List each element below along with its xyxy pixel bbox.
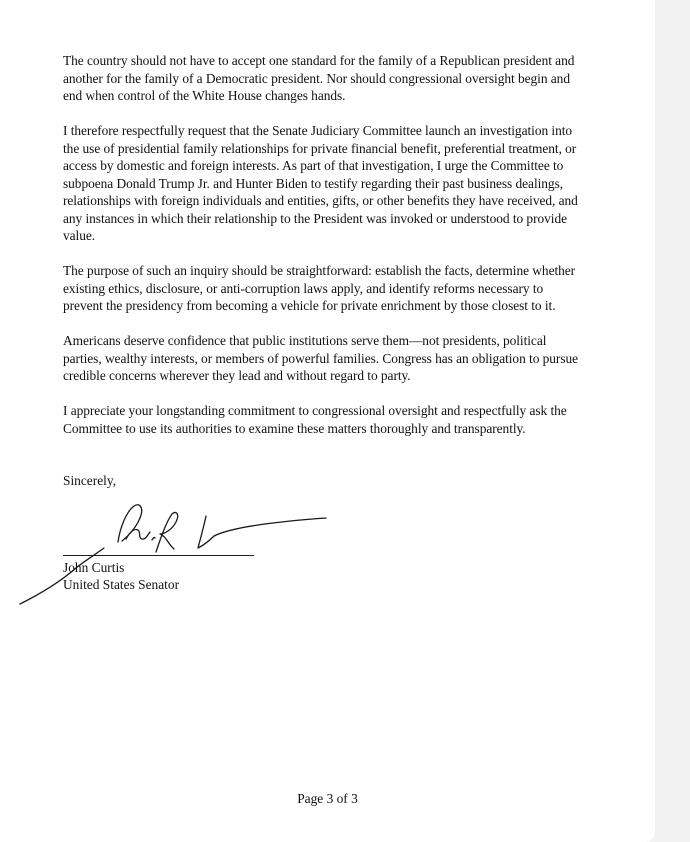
signer-title: United States Senator <box>63 577 180 592</box>
paragraph-investigation-request: I therefore respectfully request that the Senate Judiciary Committee launch an investigation into the use of presidential family relationships for private financial benefit, preferential treatment, or access by domestic and foreign interests. As part of that investigation, I urge the Committee to subpoena Donald Trump Jr. and Hunter Biden to testify regarding their past business dealings, relationships with foreign individuals and entities, gifts, or other benefits they have received, and any instances in which their relationship to the President was invoked or understood to provide value. <box>63 123 578 243</box>
paragraph-appreciation: I appreciate your longstanding commitment to congressional oversight and respectfully ask the Committee to use its authorities to examine these matters thoroughly and transparently. <box>63 403 567 436</box>
paragraph-family-standard: The country should not have to accept one standard for the family of a Republican president and another for the family of a Democratic president. Nor should congressional oversight begin and end when control of the White House changes hands. <box>63 53 575 103</box>
paragraph-inquiry-purpose: The purpose of such an inquiry should be straightforward: establish the facts, determine whether existing ethics, disclosure, or anti-corruption laws apply, and identify reforms necessary to prevent the presidency from becoming a vehicle for private enrichment by those closest to it. <box>63 263 576 313</box>
closing-salutation: Sincerely, <box>63 473 117 488</box>
signature-line <box>63 555 254 556</box>
signer-name: John Curtis <box>63 560 125 575</box>
page-number: Page 3 of 3 <box>297 791 358 806</box>
paragraph-public-confidence: Americans deserve confidence that public institutions serve them—not presidents, political parties, wealthy interests, or members of powerful families. Congress has an obligation to pursue credible concerns wherever they lead and without regard to party. <box>63 333 579 383</box>
